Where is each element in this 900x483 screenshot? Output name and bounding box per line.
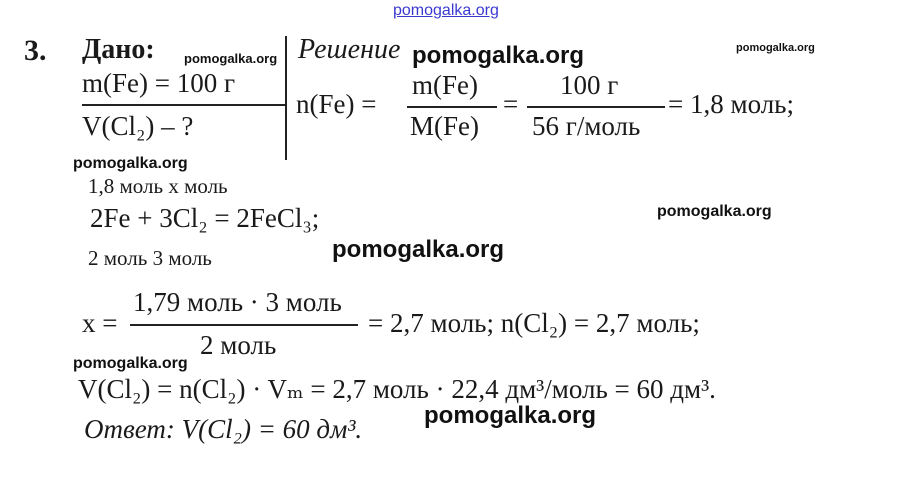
reaction-below: 2 моль 3 моль xyxy=(88,246,212,270)
find-quantity: V(Cl₂) – ? xyxy=(82,111,194,141)
step2-num: 1,79 моль · 3 моль xyxy=(133,287,342,317)
step2-result: = 2,7 моль; n(Cl₂) = 2,7 моль; xyxy=(368,308,700,338)
step1-frac2-bar xyxy=(527,106,665,108)
step1-result: = 1,8 моль; xyxy=(668,89,794,119)
solution-label: Решение xyxy=(298,34,401,65)
watermark-left-low: pomogalka.org xyxy=(73,355,188,372)
answer-line: Ответ: V(Cl₂) = 60 дм³. xyxy=(84,414,363,444)
step2-lhs: x = xyxy=(82,308,118,338)
step1-eq: = xyxy=(503,89,519,119)
watermark-given: pomogalka.org xyxy=(184,51,278,66)
given-divider-vertical xyxy=(285,36,287,160)
watermark-center: pomogalka.org xyxy=(332,236,505,263)
reaction-above: 1,8 моль x моль xyxy=(88,174,228,198)
step1-lhs: n(Fe) = xyxy=(296,89,377,119)
given-divider-horizontal xyxy=(82,104,285,106)
watermark-right-top: pomogalka.org xyxy=(736,42,815,54)
given-mass: m(Fe) = 100 г xyxy=(82,68,236,98)
watermark-top: pomogalka.org xyxy=(393,2,499,19)
step1-frac1-bar xyxy=(407,106,497,108)
watermark-right-mid: pomogalka.org xyxy=(657,203,772,220)
step1-frac2-num: 100 г xyxy=(560,70,619,100)
step2-frac-bar xyxy=(130,324,358,326)
given-label: Дано: xyxy=(82,34,155,65)
watermark-solution: pomogalka.org xyxy=(412,42,585,69)
step3-line: V(Cl₂) = n(Cl₂) · Vₘ = 2,7 моль · 22,4 дм³/моль = 60 дм³. xyxy=(78,374,716,404)
watermark-left-mid: pomogalka.org xyxy=(73,155,188,172)
step1-frac2-den: 56 г/моль xyxy=(532,111,641,141)
step1-frac1-num: m(Fe) xyxy=(412,70,478,100)
watermark-answer: pomogalka.org xyxy=(424,402,597,429)
step2-den: 2 моль xyxy=(200,330,277,360)
step1-frac1-den: M(Fe) xyxy=(410,111,479,141)
reaction-equation: 2Fe + 3Cl₂ = 2FeCl₃; xyxy=(90,203,320,233)
problem-number: 3. xyxy=(24,34,47,67)
